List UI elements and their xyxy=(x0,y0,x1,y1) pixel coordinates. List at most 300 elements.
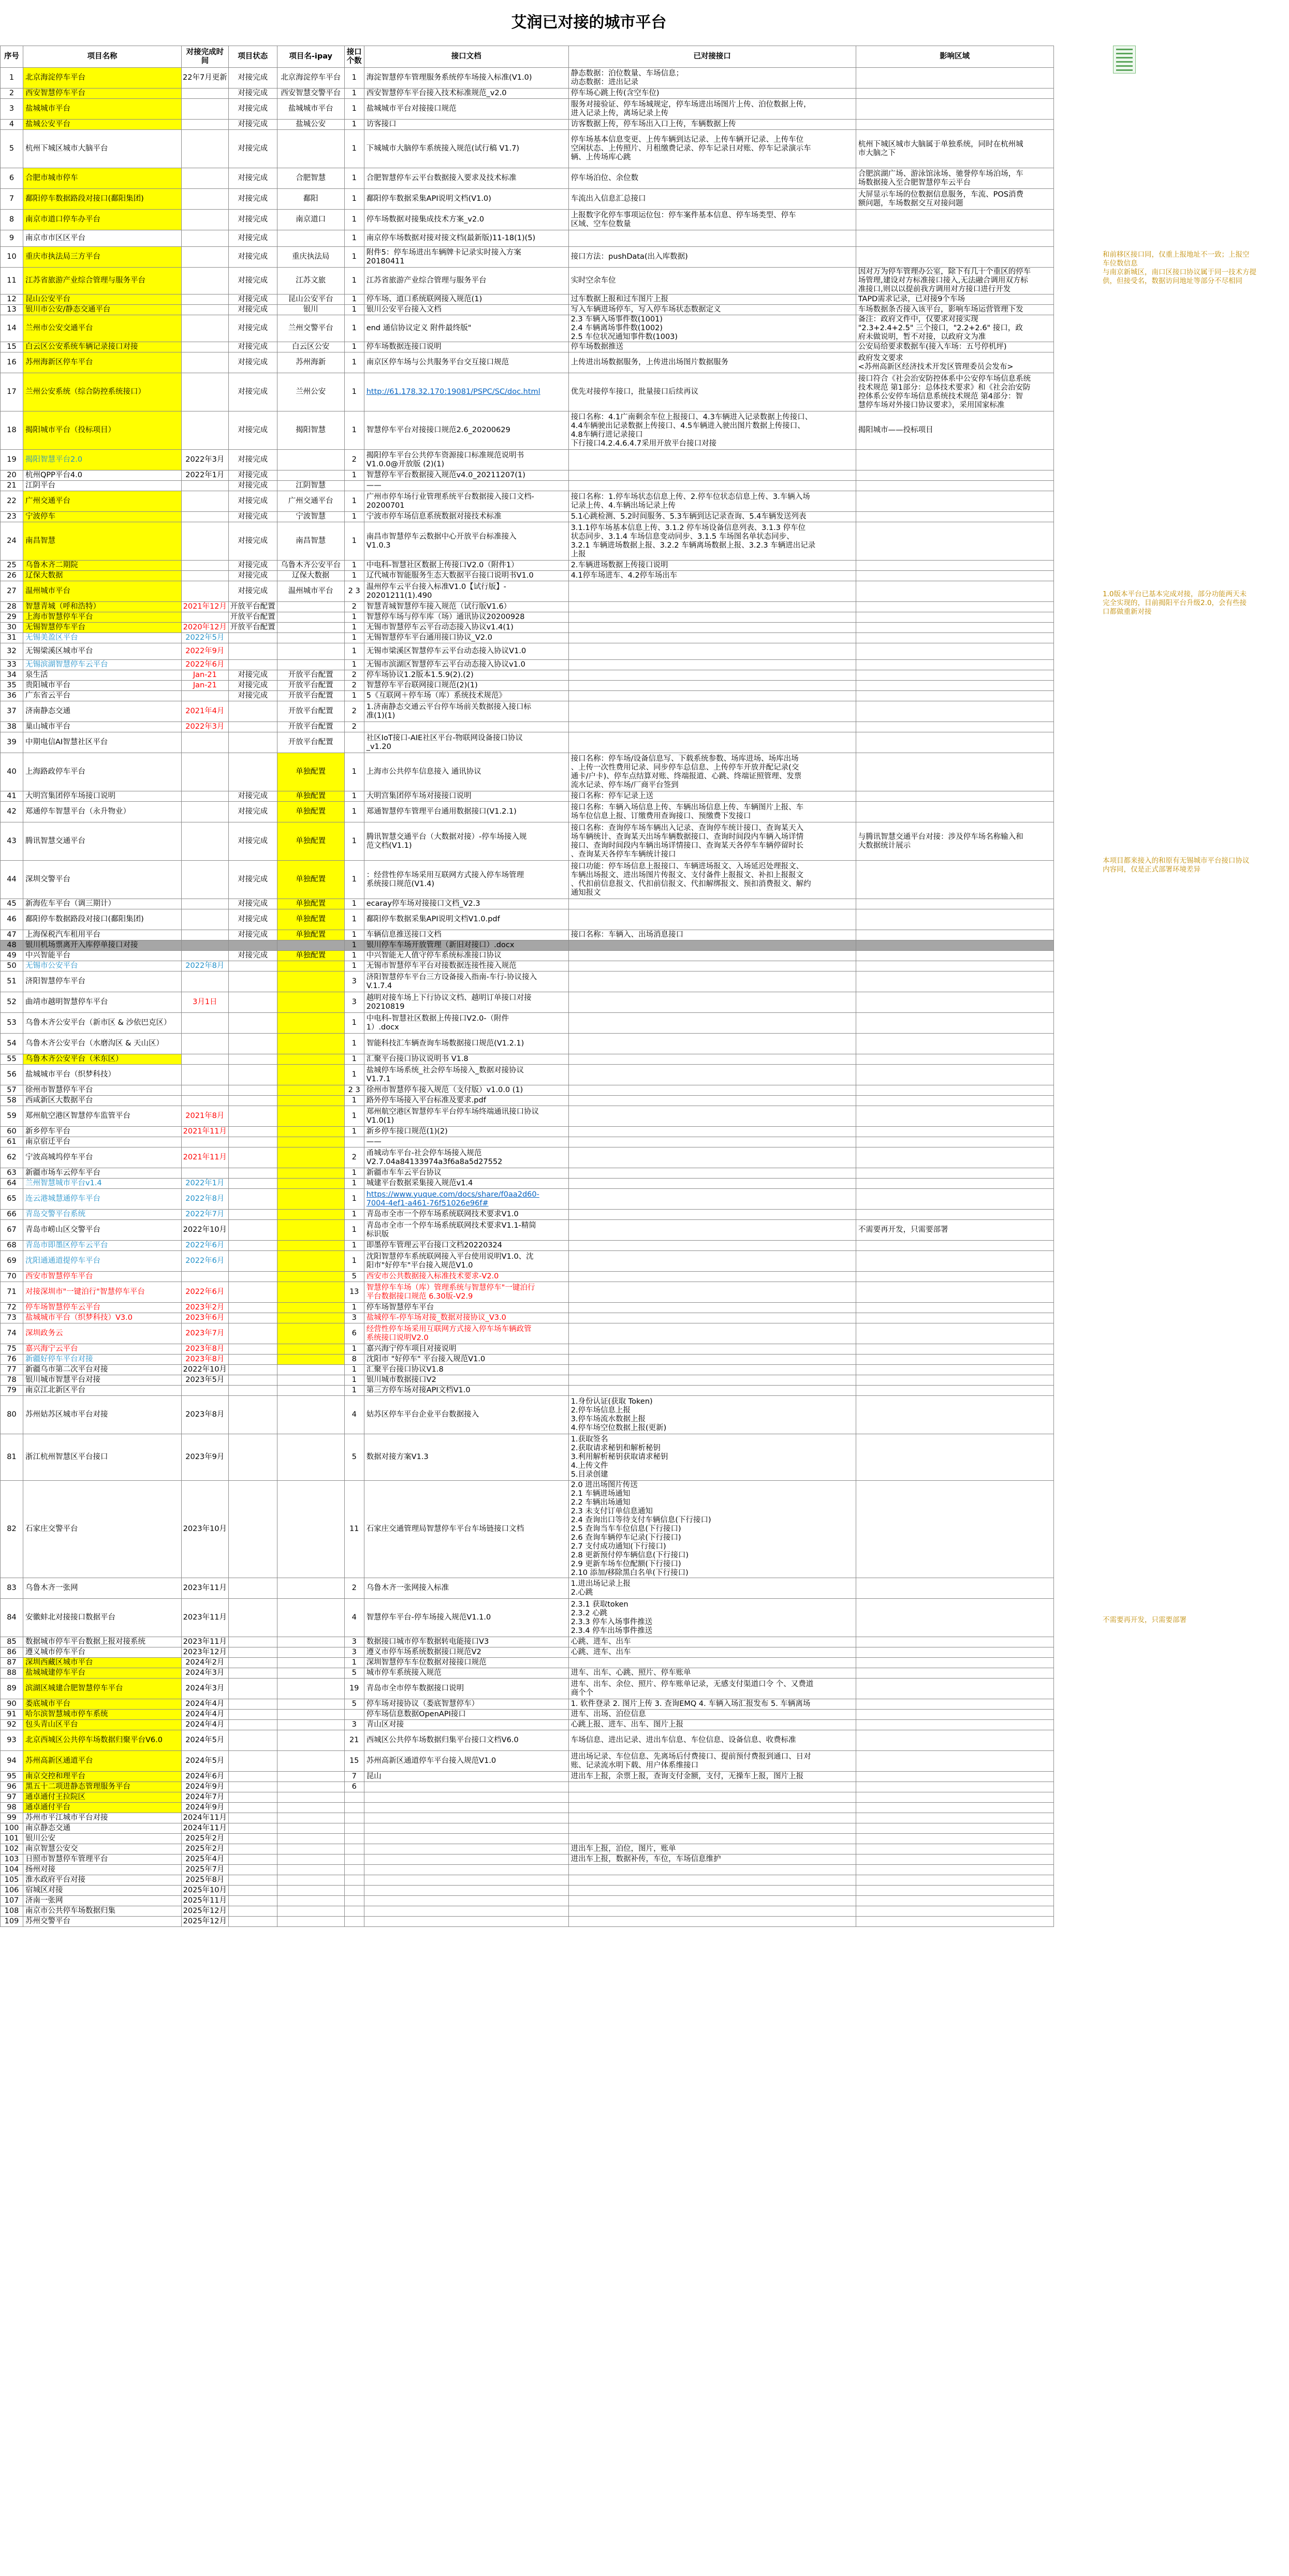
interface-doc-cell[interactable]: 中电科-智慧社区数据上传接口V2.0-（附件 1）.docx xyxy=(364,1013,568,1034)
ipay-name-cell[interactable] xyxy=(277,1210,344,1220)
project-status-cell[interactable] xyxy=(228,1065,277,1085)
project-name-cell[interactable]: 盐城城市平台 xyxy=(23,99,182,120)
affected-area-cell[interactable] xyxy=(856,940,1053,951)
affected-area-cell[interactable] xyxy=(856,481,1053,491)
connected-interfaces-cell[interactable]: 车流出入信息汇总接口 xyxy=(568,189,856,210)
ipay-name-cell[interactable] xyxy=(277,1272,344,1282)
connected-interfaces-cell[interactable] xyxy=(568,643,856,660)
completion-date-cell[interactable] xyxy=(182,1386,229,1396)
completion-date-cell[interactable] xyxy=(182,120,229,130)
ipay-name-cell[interactable]: 江苏文旅 xyxy=(277,268,344,295)
affected-area-cell[interactable] xyxy=(856,722,1053,732)
completion-date-cell[interactable]: 2022年8月 xyxy=(182,961,229,971)
interface-doc-cell[interactable]: 广州市停车场行业管理系统平台数据接入接口文档- 20200701 xyxy=(364,491,568,512)
project-status-cell[interactable]: 对接完成 xyxy=(228,89,277,99)
interface-doc-cell[interactable]: 乌鲁木齐一张网接入标准 xyxy=(364,1578,568,1599)
connected-interfaces-cell[interactable]: 停车场数据推送 xyxy=(568,342,856,352)
connected-interfaces-cell[interactable] xyxy=(568,581,856,602)
project-status-cell[interactable] xyxy=(228,1375,277,1386)
row-number-cell[interactable]: 105 xyxy=(1,1875,23,1886)
connected-interfaces-cell[interactable]: 接口名称：车辆入、出场消息接口 xyxy=(568,930,856,940)
affected-area-cell[interactable] xyxy=(856,909,1053,930)
interface-count-cell[interactable]: 2 xyxy=(344,701,364,722)
project-name-cell[interactable]: 南昌智慧 xyxy=(23,522,182,561)
interface-count-cell[interactable] xyxy=(344,1875,364,1886)
connected-interfaces-cell[interactable] xyxy=(568,1065,856,1085)
interface-count-cell[interactable]: 1 xyxy=(344,512,364,522)
affected-area-cell[interactable] xyxy=(856,1282,1053,1303)
interface-count-cell[interactable]: 1 xyxy=(344,1386,364,1396)
affected-area-cell[interactable] xyxy=(856,1137,1053,1147)
project-name-cell[interactable]: 徐州市智慧停车平台 xyxy=(23,1085,182,1096)
ipay-name-cell[interactable] xyxy=(277,1013,344,1034)
ipay-name-cell[interactable]: 开放平台配置 xyxy=(277,691,344,701)
completion-date-cell[interactable] xyxy=(182,512,229,522)
row-number-cell[interactable]: 41 xyxy=(1,791,23,802)
completion-date-cell[interactable] xyxy=(182,899,229,909)
row-number-cell[interactable]: 108 xyxy=(1,1906,23,1917)
affected-area-cell[interactable]: 大屏显示车场的位数据信息服务，车流、POS消费 额问题，车场数据交互对接问题 xyxy=(856,189,1053,210)
affected-area-cell[interactable] xyxy=(856,1168,1053,1179)
completion-date-cell[interactable]: 2024年9月 xyxy=(182,1782,229,1792)
project-status-cell[interactable] xyxy=(228,1647,277,1658)
interface-count-cell[interactable]: 1 xyxy=(344,411,364,450)
row-number-cell[interactable]: 60 xyxy=(1,1127,23,1137)
connected-interfaces-cell[interactable] xyxy=(568,1917,856,1927)
completion-date-cell[interactable]: 2021年11月 xyxy=(182,1147,229,1168)
row-number-cell[interactable]: 59 xyxy=(1,1106,23,1127)
row-number-cell[interactable]: 4 xyxy=(1,120,23,130)
connected-interfaces-cell[interactable]: 3.1.1停车场基本信息上传、3.1.2 停车场设备信息列表、3.1.3 停车位 状态同步、3.1.4 车场信息变动同步、3.1.5 车场图名单状态同步、 3.2.1 车辆进场数据上报、3.2.2 车辆离场数据上报、3.2.3 车辆进出记录 上报 xyxy=(568,522,856,561)
project-status-cell[interactable] xyxy=(228,1034,277,1054)
project-name-cell[interactable]: 日照市智慧停车管理平台 xyxy=(23,1854,182,1865)
interface-doc-cell[interactable]: end 通信协议定义 附件最终版" xyxy=(364,315,568,342)
completion-date-cell[interactable]: 2023年2月 xyxy=(182,1303,229,1313)
interface-doc-cell[interactable]: 新疆市车车云平台协议 xyxy=(364,1168,568,1179)
completion-date-cell[interactable]: 2022年5月 xyxy=(182,633,229,643)
interface-count-cell[interactable]: 13 xyxy=(344,1282,364,1303)
affected-area-cell[interactable] xyxy=(856,633,1053,643)
connected-interfaces-cell[interactable] xyxy=(568,951,856,961)
ipay-name-cell[interactable] xyxy=(277,1396,344,1434)
completion-date-cell[interactable] xyxy=(182,268,229,295)
interface-doc-cell[interactable]: 济阳智慧停车平台三方设备接入指南-车行-协议接入 V.1.7.4 xyxy=(364,971,568,992)
project-status-cell[interactable]: 对接完成 xyxy=(228,951,277,961)
affected-area-cell[interactable] xyxy=(856,247,1053,268)
affected-area-cell[interactable] xyxy=(856,1013,1053,1034)
row-number-cell[interactable]: 56 xyxy=(1,1065,23,1085)
project-status-cell[interactable]: 对接完成 xyxy=(228,581,277,602)
project-name-cell[interactable]: 乌鲁木齐公安平台（新市区 & 沙依巴克区） xyxy=(23,1013,182,1034)
completion-date-cell[interactable] xyxy=(182,861,229,899)
connected-interfaces-cell[interactable]: 2.车辆进场数据上传接口说明 xyxy=(568,561,856,571)
project-name-cell[interactable]: 数据城市停车平台数据上报对接系统 xyxy=(23,1637,182,1647)
connected-interfaces-cell[interactable] xyxy=(568,660,856,670)
ipay-name-cell[interactable] xyxy=(277,1720,344,1730)
project-name-cell[interactable]: 西安智慧停车平台 xyxy=(23,89,182,99)
ipay-name-cell[interactable] xyxy=(277,1823,344,1834)
completion-date-cell[interactable]: 2023年5月 xyxy=(182,1375,229,1386)
interface-doc-cell[interactable]: 南京停车场数据对接对接文档(最新版)11-18(1)(5) xyxy=(364,230,568,247)
affected-area-cell[interactable] xyxy=(856,1637,1053,1647)
completion-date-cell[interactable] xyxy=(182,951,229,961)
project-name-cell[interactable]: 兰州市公安交通平台 xyxy=(23,315,182,342)
project-status-cell[interactable] xyxy=(228,1906,277,1917)
project-status-cell[interactable]: 对接完成 xyxy=(228,210,277,230)
interface-doc-cell[interactable]: 青岛市全市一个停车场系统联网技术要求V1.1-精简 标识版 xyxy=(364,1220,568,1241)
affected-area-cell[interactable]: TAPD需求记录，已对接9个车场 xyxy=(856,295,1053,305)
connected-interfaces-cell[interactable] xyxy=(568,1782,856,1792)
connected-interfaces-cell[interactable] xyxy=(568,1168,856,1179)
row-number-cell[interactable]: 71 xyxy=(1,1282,23,1303)
interface-doc-cell[interactable] xyxy=(364,1906,568,1917)
connected-interfaces-cell[interactable] xyxy=(568,1147,856,1168)
interface-doc-cell[interactable] xyxy=(364,1865,568,1875)
project-name-cell[interactable]: 白云区公安系统车辆记录接口对接 xyxy=(23,342,182,352)
row-number-cell[interactable]: 47 xyxy=(1,930,23,940)
connected-interfaces-cell[interactable] xyxy=(568,1054,856,1065)
project-name-cell[interactable]: 嘉兴海宁云平台 xyxy=(23,1344,182,1355)
interface-count-cell[interactable] xyxy=(344,1803,364,1813)
project-status-cell[interactable] xyxy=(228,1282,277,1303)
connected-interfaces-cell[interactable]: 1.进出场记录上报 2.心跳 xyxy=(568,1578,856,1599)
affected-area-cell[interactable] xyxy=(856,1803,1053,1813)
project-status-cell[interactable]: 对接完成 xyxy=(228,411,277,450)
completion-date-cell[interactable]: 2024年3月 xyxy=(182,1668,229,1679)
project-name-cell[interactable]: 南京市市区区平台 xyxy=(23,230,182,247)
ipay-name-cell[interactable]: 单独配置 xyxy=(277,861,344,899)
row-number-cell[interactable]: 5 xyxy=(1,130,23,168)
interface-count-cell[interactable]: 2 3 xyxy=(344,581,364,602)
completion-date-cell[interactable]: 2023年11月 xyxy=(182,1637,229,1647)
project-name-cell[interactable]: 南京静态交通 xyxy=(23,1823,182,1834)
completion-date-cell[interactable] xyxy=(182,1096,229,1106)
completion-date-cell[interactable]: 2024年5月 xyxy=(182,1751,229,1772)
interface-doc-cell[interactable]: 停车场信息数据OpenAPI接口 xyxy=(364,1710,568,1720)
completion-date-cell[interactable]: 2021年4月 xyxy=(182,701,229,722)
interface-doc-cell[interactable] xyxy=(364,1896,568,1906)
ipay-name-cell[interactable]: 苏州海新 xyxy=(277,352,344,373)
ipay-name-cell[interactable] xyxy=(277,1578,344,1599)
row-number-cell[interactable]: 30 xyxy=(1,623,23,633)
interface-doc-cell[interactable]: 银川停车车场开放管理（新旧对接口）.docx xyxy=(364,940,568,951)
connected-interfaces-cell[interactable]: 车场信息、进出记录、进出车信息、车位信息、设备信息、收费标准 xyxy=(568,1730,856,1751)
row-number-cell[interactable]: 49 xyxy=(1,951,23,961)
project-name-cell[interactable]: 无锡美盈区平台 xyxy=(23,633,182,643)
ipay-name-cell[interactable]: 温州城市平台 xyxy=(277,581,344,602)
completion-date-cell[interactable] xyxy=(182,822,229,861)
completion-date-cell[interactable] xyxy=(182,99,229,120)
affected-area-cell[interactable] xyxy=(856,1710,1053,1720)
interface-count-cell[interactable]: 8 xyxy=(344,1355,364,1365)
ipay-name-cell[interactable] xyxy=(277,1699,344,1710)
affected-area-cell[interactable] xyxy=(856,68,1053,89)
connected-interfaces-cell[interactable]: 2.0 进出场图片传送 2.1 车辆进场通知 2.2 车辆出场通知 2.3 未支付订单信息通知 2.4 查询出口等待支付车辆信息(下行接口) 2.5 查询当车车位信息(下行接口) 2.6 查询车辆停车记录(下行接口) 2.7 支付成功通知(下行接口) 2.8 更新预付停车辆信息(下行接口) 2.9 更新车场车位配额(下行接口) 2.10 添加/移除黑白名单(下行接口) xyxy=(568,1481,856,1578)
interface-count-cell[interactable]: 1 xyxy=(344,305,364,315)
row-number-cell[interactable]: 24 xyxy=(1,522,23,561)
completion-date-cell[interactable] xyxy=(182,930,229,940)
project-name-cell[interactable]: 苏州高新区通道平台 xyxy=(23,1751,182,1772)
completion-date-cell[interactable] xyxy=(182,1054,229,1065)
interface-doc-cell[interactable]: 无锡市智慧停车平台对接数据连接性接入规范 xyxy=(364,961,568,971)
project-name-cell[interactable]: 揭阳城市平台（投标项目） xyxy=(23,411,182,450)
interface-count-cell[interactable]: 1 xyxy=(344,899,364,909)
completion-date-cell[interactable] xyxy=(182,732,229,753)
affected-area-cell[interactable]: 合肥滨湖广场、游泳馆泳场、驰誉停车场泊场，车 场数据接入至合肥智慧停车云平台 xyxy=(856,168,1053,189)
ipay-name-cell[interactable] xyxy=(277,1096,344,1106)
affected-area-cell[interactable]: 揭阳城市——投标项目 xyxy=(856,411,1053,450)
interface-doc-cell[interactable]: 智能科技汇车辆查询车场数据接口规范(V1.2.1) xyxy=(364,1034,568,1054)
project-name-cell[interactable]: 娄底城市平台 xyxy=(23,1699,182,1710)
affected-area-cell[interactable] xyxy=(856,1303,1053,1313)
row-number-cell[interactable]: 33 xyxy=(1,660,23,670)
completion-date-cell[interactable]: 2023年11月 xyxy=(182,1599,229,1637)
ipay-name-cell[interactable] xyxy=(277,130,344,168)
project-name-cell[interactable]: 深圳交警平台 xyxy=(23,861,182,899)
completion-date-cell[interactable]: 2023年7月 xyxy=(182,1323,229,1344)
interface-doc-cell[interactable]: 南京区停车场与公共服务平台交互接口规范 xyxy=(364,352,568,373)
completion-date-cell[interactable]: 2024年3月 xyxy=(182,1679,229,1699)
project-status-cell[interactable] xyxy=(228,1434,277,1481)
connected-interfaces-cell[interactable] xyxy=(568,1355,856,1365)
interface-doc-cell[interactable]: 数据对接方案V1.3 xyxy=(364,1434,568,1481)
affected-area-cell[interactable] xyxy=(856,581,1053,602)
completion-date-cell[interactable] xyxy=(182,130,229,168)
completion-date-cell[interactable]: Jan-21 xyxy=(182,670,229,681)
project-status-cell[interactable]: 开放平台配置 xyxy=(228,602,277,612)
row-number-cell[interactable]: 78 xyxy=(1,1375,23,1386)
interface-count-cell[interactable]: 1 xyxy=(344,691,364,701)
interface-doc-cell[interactable]: 苏州高新区通道停车平台接入规范V1.0 xyxy=(364,1751,568,1772)
completion-date-cell[interactable]: 2021年8月 xyxy=(182,1106,229,1127)
interface-count-cell[interactable]: 1 xyxy=(344,940,364,951)
project-status-cell[interactable] xyxy=(228,1303,277,1313)
interface-count-cell[interactable]: 1 xyxy=(344,951,364,961)
project-status-cell[interactable]: 对接完成 xyxy=(228,791,277,802)
connected-interfaces-cell[interactable]: 接口方法：pushData(出入库数据) xyxy=(568,247,856,268)
affected-area-cell[interactable] xyxy=(856,1875,1053,1886)
affected-area-cell[interactable]: 不需要再开发，只需要部署 xyxy=(856,1220,1053,1241)
affected-area-cell[interactable] xyxy=(856,1355,1053,1365)
interface-count-cell[interactable]: 1 xyxy=(344,623,364,633)
ipay-name-cell[interactable]: 揭阳智慧 xyxy=(277,411,344,450)
ipay-name-cell[interactable] xyxy=(277,1481,344,1578)
affected-area-cell[interactable] xyxy=(856,1365,1053,1375)
interface-count-cell[interactable]: 2 3 xyxy=(344,1085,364,1096)
project-status-cell[interactable] xyxy=(228,1751,277,1772)
affected-area-cell[interactable] xyxy=(856,1386,1053,1396)
interface-count-cell[interactable]: 1 xyxy=(344,470,364,481)
project-status-cell[interactable] xyxy=(228,753,277,791)
ipay-name-cell[interactable]: 西安智慧交警平台 xyxy=(277,89,344,99)
project-name-cell[interactable]: 无锡市公安平台 xyxy=(23,961,182,971)
connected-interfaces-cell[interactable] xyxy=(568,940,856,951)
interface-count-cell[interactable]: 1 xyxy=(344,1034,364,1054)
row-number-cell[interactable]: 106 xyxy=(1,1886,23,1896)
interface-doc-cell[interactable]: 甬城动车平台-社会停车场接入规范 V2.7.04a84133974a3f6a8a5d27552 xyxy=(364,1147,568,1168)
project-status-cell[interactable] xyxy=(228,1220,277,1241)
ipay-name-cell[interactable] xyxy=(277,1179,344,1189)
project-name-cell[interactable]: 北京海淀停车平台 xyxy=(23,68,182,89)
project-status-cell[interactable]: 对接完成 xyxy=(228,571,277,581)
row-number-cell[interactable]: 53 xyxy=(1,1013,23,1034)
column-header[interactable]: 项目名-ipay xyxy=(277,46,344,68)
interface-count-cell[interactable]: 1 xyxy=(344,315,364,342)
connected-interfaces-cell[interactable] xyxy=(568,1658,856,1668)
interface-count-cell[interactable] xyxy=(344,1906,364,1917)
connected-interfaces-cell[interactable] xyxy=(568,1375,856,1386)
ipay-name-cell[interactable] xyxy=(277,1886,344,1896)
completion-date-cell[interactable] xyxy=(182,305,229,315)
connected-interfaces-cell[interactable]: 进车、出场、泊位信息 xyxy=(568,1710,856,1720)
completion-date-cell[interactable]: 2022年1月 xyxy=(182,1179,229,1189)
affected-area-cell[interactable]: 车场数据条否接入该平台，影响车场运营管理下发 xyxy=(856,305,1053,315)
affected-area-cell[interactable] xyxy=(856,1578,1053,1599)
project-status-cell[interactable]: 对接完成 xyxy=(228,470,277,481)
project-status-cell[interactable] xyxy=(228,1210,277,1220)
project-status-cell[interactable]: 开放平台配置 xyxy=(228,623,277,633)
project-name-cell[interactable]: 乌鲁木齐公安平台（米东区） xyxy=(23,1054,182,1065)
project-status-cell[interactable] xyxy=(228,660,277,670)
project-name-cell[interactable]: 揭阳智慧平台2.0 xyxy=(23,450,182,470)
interface-doc-cell[interactable]: 1.济南静态交通云平台停车场前关数据接入接口标 准(1)(1) xyxy=(364,701,568,722)
completion-date-cell[interactable] xyxy=(182,491,229,512)
connected-interfaces-cell[interactable] xyxy=(568,961,856,971)
interface-count-cell[interactable]: 4 xyxy=(344,1396,364,1434)
project-status-cell[interactable]: 对接完成 xyxy=(228,822,277,861)
completion-date-cell[interactable] xyxy=(182,1065,229,1085)
ipay-name-cell[interactable] xyxy=(277,1168,344,1179)
affected-area-cell[interactable] xyxy=(856,1792,1053,1803)
interface-count-cell[interactable]: 1 xyxy=(344,643,364,660)
project-name-cell[interactable]: 青岛市即墨区停车云平台 xyxy=(23,1241,182,1251)
project-name-cell[interactable]: 无锡智慧停车平台 xyxy=(23,623,182,633)
connected-interfaces-cell[interactable]: 心跳上报、进车、出车、图片上报 xyxy=(568,1720,856,1730)
interface-count-cell[interactable] xyxy=(344,1834,364,1844)
row-number-cell[interactable]: 25 xyxy=(1,561,23,571)
project-name-cell[interactable]: 无锡滨湖智慧停车云平台 xyxy=(23,660,182,670)
completion-date-cell[interactable] xyxy=(182,189,229,210)
completion-date-cell[interactable] xyxy=(182,909,229,930)
ipay-name-cell[interactable]: 兰州公安 xyxy=(277,373,344,411)
row-number-cell[interactable]: 82 xyxy=(1,1481,23,1578)
project-name-cell[interactable]: 石家庄交警平台 xyxy=(23,1481,182,1578)
completion-date-cell[interactable]: 2025年8月 xyxy=(182,1875,229,1886)
completion-date-cell[interactable] xyxy=(182,1168,229,1179)
completion-date-cell[interactable]: 2024年6月 xyxy=(182,1772,229,1782)
interface-count-cell[interactable]: 1 xyxy=(344,295,364,305)
affected-area-cell[interactable] xyxy=(856,491,1053,512)
ipay-name-cell[interactable] xyxy=(277,1034,344,1054)
row-number-cell[interactable]: 76 xyxy=(1,1355,23,1365)
interface-doc-cell[interactable]: 停车场智慧停车平台 xyxy=(364,1303,568,1313)
project-name-cell[interactable]: 昆山公安平台 xyxy=(23,295,182,305)
interface-count-cell[interactable] xyxy=(344,1813,364,1823)
project-status-cell[interactable] xyxy=(228,1578,277,1599)
row-number-cell[interactable]: 68 xyxy=(1,1241,23,1251)
project-name-cell[interactable]: 哈尔滨智慧城市停车系统 xyxy=(23,1710,182,1720)
connected-interfaces-cell[interactable] xyxy=(568,1323,856,1344)
affected-area-cell[interactable] xyxy=(856,1886,1053,1896)
interface-count-cell[interactable]: 1 xyxy=(344,1251,364,1272)
connected-interfaces-cell[interactable]: 心跳、进车、出车 xyxy=(568,1647,856,1658)
affected-area-cell[interactable] xyxy=(856,961,1053,971)
interface-doc-cell[interactable] xyxy=(364,1875,568,1886)
project-status-cell[interactable] xyxy=(228,722,277,732)
project-status-cell[interactable]: 对接完成 xyxy=(228,561,277,571)
row-number-cell[interactable]: 2 xyxy=(1,89,23,99)
completion-date-cell[interactable]: 2025年10月 xyxy=(182,1886,229,1896)
affected-area-cell[interactable] xyxy=(856,732,1053,753)
column-header[interactable]: 项目名称 xyxy=(23,46,182,68)
interface-count-cell[interactable]: 1 xyxy=(344,522,364,561)
affected-area-cell[interactable] xyxy=(856,899,1053,909)
affected-area-cell[interactable] xyxy=(856,522,1053,561)
connected-interfaces-cell[interactable] xyxy=(568,691,856,701)
project-status-cell[interactable] xyxy=(228,1344,277,1355)
project-status-cell[interactable]: 对接完成 xyxy=(228,450,277,470)
completion-date-cell[interactable]: 2022年10月 xyxy=(182,1220,229,1241)
connected-interfaces-cell[interactable] xyxy=(568,633,856,643)
row-number-cell[interactable]: 84 xyxy=(1,1599,23,1637)
affected-area-cell[interactable] xyxy=(856,701,1053,722)
affected-area-cell[interactable] xyxy=(856,450,1053,470)
connected-interfaces-cell[interactable] xyxy=(568,623,856,633)
row-number-cell[interactable]: 46 xyxy=(1,909,23,930)
row-number-cell[interactable]: 52 xyxy=(1,992,23,1013)
connected-interfaces-cell[interactable] xyxy=(568,1127,856,1137)
interface-count-cell[interactable]: 3 xyxy=(344,971,364,992)
interface-count-cell[interactable]: 1 xyxy=(344,1344,364,1355)
project-status-cell[interactable] xyxy=(228,1637,277,1647)
interface-doc-cell[interactable]: 停车场数据连接口说明 xyxy=(364,342,568,352)
completion-date-cell[interactable] xyxy=(182,352,229,373)
ipay-name-cell[interactable]: 盐城城市平台 xyxy=(277,99,344,120)
affected-area-cell[interactable] xyxy=(856,1396,1053,1434)
project-name-cell[interactable]: 上海保税汽车租用平台 xyxy=(23,930,182,940)
connected-interfaces-cell[interactable] xyxy=(568,1386,856,1396)
affected-area-cell[interactable] xyxy=(856,753,1053,791)
row-number-cell[interactable]: 70 xyxy=(1,1272,23,1282)
completion-date-cell[interactable]: 2020年12月 xyxy=(182,623,229,633)
completion-date-cell[interactable]: 2022年7月 xyxy=(182,1210,229,1220)
interface-doc-cell[interactable]: 沈阳市 "好停车" 平台接入规范V1.0 xyxy=(364,1355,568,1365)
connected-interfaces-cell[interactable] xyxy=(568,1865,856,1875)
interface-doc-cell[interactable]: 智慧停车平台-停车场接入规范V1.1.0 xyxy=(364,1599,568,1637)
interface-doc-cell[interactable]: 昆山 xyxy=(364,1772,568,1782)
affected-area-cell[interactable] xyxy=(856,1679,1053,1699)
project-status-cell[interactable] xyxy=(228,992,277,1013)
affected-area-cell[interactable] xyxy=(856,861,1053,899)
ipay-name-cell[interactable]: 重庆执法局 xyxy=(277,247,344,268)
project-name-cell[interactable]: 盐城城市平台（织梦科技） xyxy=(23,1065,182,1085)
connected-interfaces-cell[interactable]: 2.3 车辆入场事件数(1001) 2.4 车辆离场事件数(1002) 2.5 车位状况通知事件数(1003) xyxy=(568,315,856,342)
connected-interfaces-cell[interactable] xyxy=(568,1365,856,1375)
interface-count-cell[interactable]: 1 xyxy=(344,68,364,89)
project-status-cell[interactable] xyxy=(228,1917,277,1927)
interface-doc-cell[interactable] xyxy=(364,722,568,732)
interface-doc-cell[interactable]: 附件5：停车场进出车辆牌卡记录实时接入方案 20180411 xyxy=(364,247,568,268)
completion-date-cell[interactable]: 2023年11月 xyxy=(182,1578,229,1599)
project-status-cell[interactable]: 对接完成 xyxy=(228,670,277,681)
row-number-cell[interactable]: 11 xyxy=(1,268,23,295)
project-name-cell[interactable]: 济阳智慧停车平台 xyxy=(23,971,182,992)
row-number-cell[interactable]: 42 xyxy=(1,802,23,822)
project-status-cell[interactable]: 对接完成 xyxy=(228,899,277,909)
interface-doc-cell[interactable]: 海淀智慧停车管理服务系统停车场接入标准(V1.0) xyxy=(364,68,568,89)
interface-doc-cell[interactable]: 车辆信息推送接口文档 xyxy=(364,930,568,940)
ipay-name-cell[interactable]: 单独配置 xyxy=(277,791,344,802)
